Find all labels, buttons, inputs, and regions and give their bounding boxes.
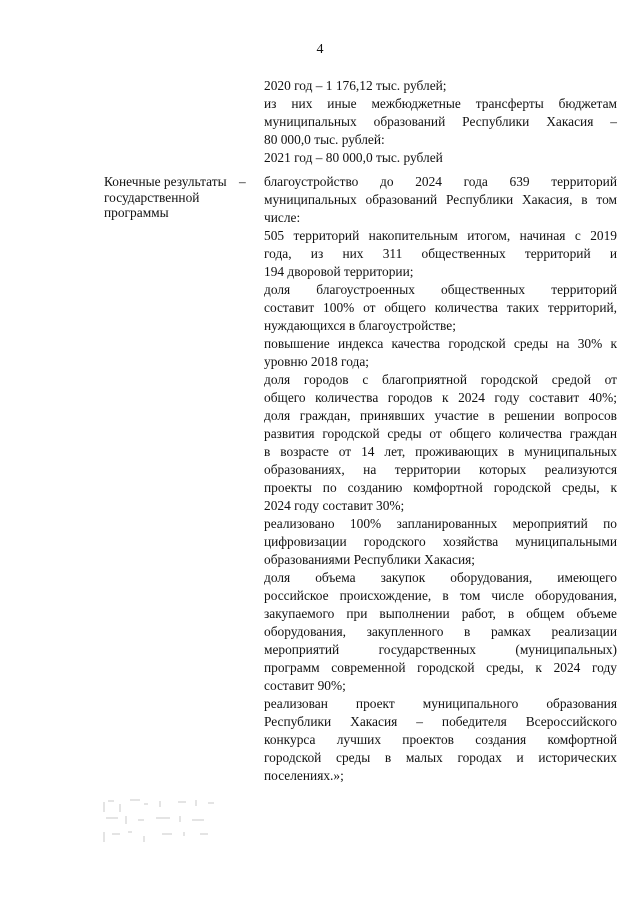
results-line: доля благоустроенных общественных территорий [264, 282, 617, 297]
results-line: муниципальных образований Республики Хакасия, в том [264, 192, 617, 207]
results-dash: – [239, 174, 246, 189]
results-line: поселениях.»; [264, 768, 344, 783]
page-number: 4 [316, 42, 324, 57]
results-line: доля граждан, принявших участие в решении вопросов [264, 408, 617, 423]
results-line: развития городской среды от общего количества граждан [264, 426, 617, 441]
results-line: уровню 2018 года; [264, 354, 369, 369]
results-line: Республики Хакасия – победителя Всероссийского [264, 714, 617, 729]
results-label [104, 174, 252, 221]
funding-line: 2020 год – 1 176,12 тыс. рублей; [264, 78, 447, 93]
results-line: закупаемого при выполнении работ, в общем объеме [264, 606, 617, 621]
results-line: конкурса лучших проектов создания комфортной [264, 732, 617, 747]
results-line: проекты по созданию комфортной городской среды, к [264, 480, 617, 495]
results-line: повышение индекса качества городской среды на 30% к [264, 336, 617, 351]
results-line: 2024 году составит 30%; [264, 498, 405, 513]
results-line: числе: [264, 210, 301, 225]
results-line: благоустройство до 2024 года 639 территорий [264, 174, 617, 189]
funding-line: муниципальных образований Республики Хакасия – [264, 114, 617, 129]
results-line: оборудования, закупленного в рамках реализации [264, 624, 617, 639]
results-line: 194 дворовой территории; [264, 264, 414, 279]
results-line: реализован проект муниципального образования [264, 696, 617, 711]
results-line: доля городов с благоприятной городской средой от [264, 372, 617, 387]
results-line: городской среды в малых городах и исторических [264, 750, 617, 765]
results-line: составит 90%; [264, 678, 346, 693]
results-line: реализовано 100% запланированных мероприятий по [264, 516, 617, 531]
results-label-line: Конечные результаты [104, 174, 227, 189]
results-line: образованиями Республики Хакасия; [264, 552, 475, 567]
results-line: общего количества городов к 2024 году составит 40%; [264, 390, 617, 405]
results-line: составит 100% от общего количества таких территорий, [264, 300, 617, 315]
results-line: нуждающихся в благоустройстве; [264, 318, 456, 333]
results-line: образованиях, на территории которых реализуются [264, 462, 617, 477]
funding-line: 80 000,0 тыс. рублей: [264, 132, 385, 147]
funding-line: из них иные межбюджетные трансферты бюджетам [264, 96, 617, 111]
results-line: 505 территорий накопительным итогом, начиная с 2019 [264, 228, 617, 243]
results-line: программ современной городской среды, к 2024 году [264, 660, 617, 675]
results-label-line: программы [104, 205, 169, 220]
results-line: в возрасте от 14 лет, проживающих в муниципальных [264, 444, 617, 459]
funding-line: 2021 год – 80 000,0 тыс. рублей [264, 150, 443, 165]
results-label-line: государственной [104, 189, 200, 205]
results-line: мероприятий государственных (муниципальных) [264, 642, 617, 657]
results-line: цифровизации городского хозяйства муниципальными [264, 534, 617, 549]
results-line: российское происхождение, в том числе оборудования, [264, 588, 617, 603]
results-line: года, из них 311 общественных территорий и [264, 246, 617, 261]
scan-artifact [100, 798, 220, 850]
results-line: доля объема закупок оборудования, имеющего [264, 570, 617, 585]
